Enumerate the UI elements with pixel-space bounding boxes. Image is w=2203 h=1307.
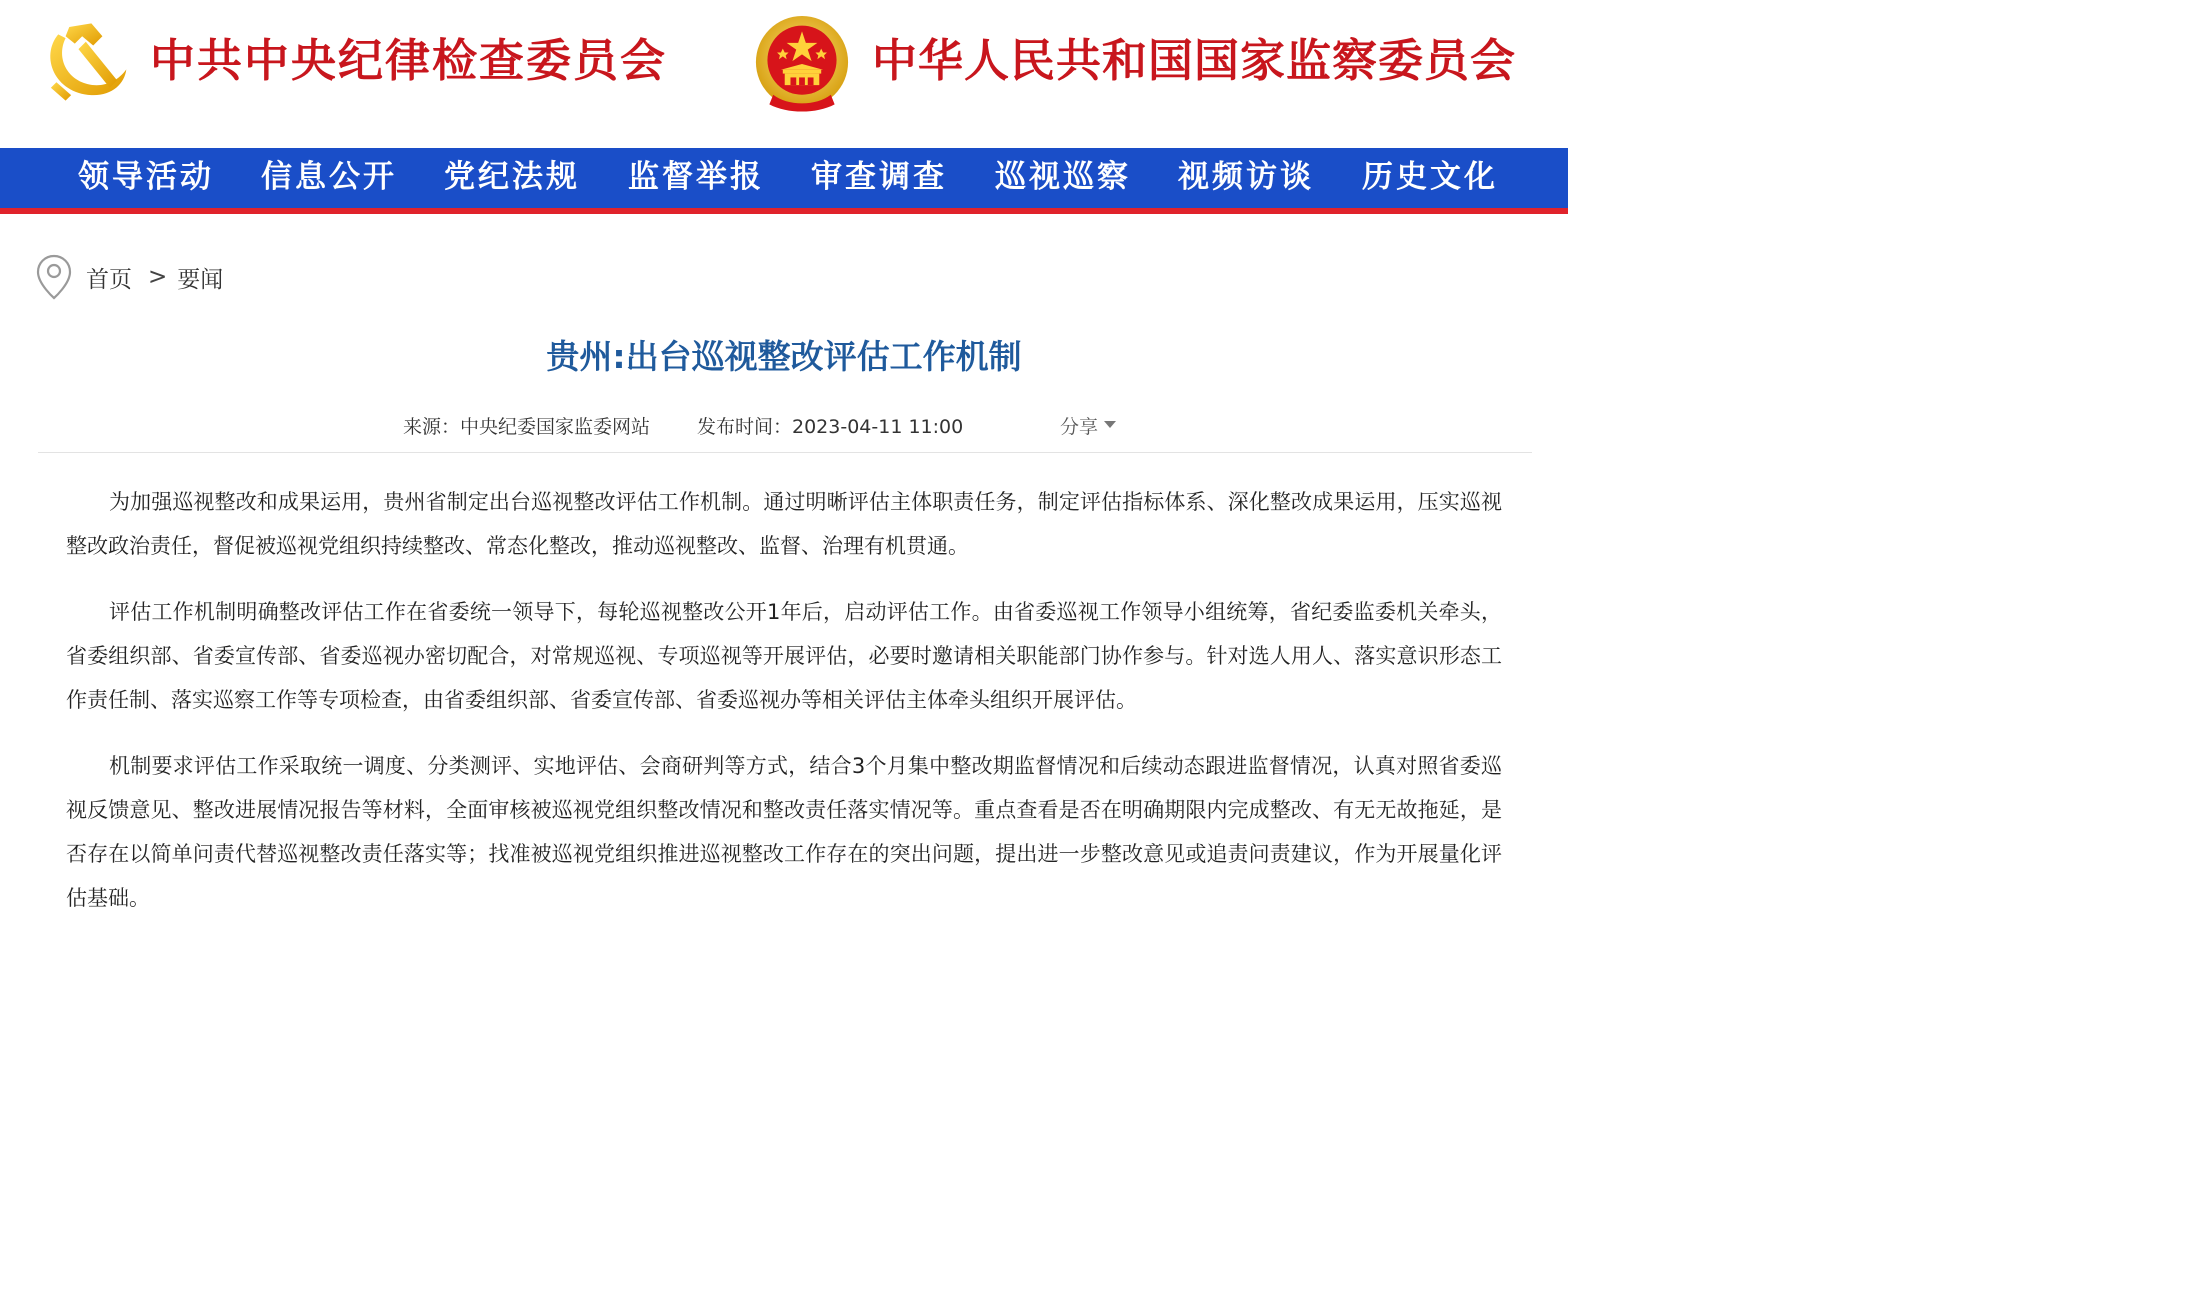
main-nav xyxy=(0,148,1568,214)
article-source: 来源：中央纪委国家监委网站 xyxy=(403,416,651,438)
breadcrumb-current-link[interactable]: 要闻 xyxy=(177,266,224,293)
breadcrumb-home-link[interactable]: 首页 xyxy=(86,266,132,293)
nav-item-investigation[interactable]: 审查调查 xyxy=(811,159,947,195)
nav-item-inspection[interactable]: 巡视巡察 xyxy=(995,159,1131,195)
article-date: 发布时间：2023-04-11 11:00 xyxy=(697,416,964,438)
article-paragraph: 为加强巡视整改和成果运用，贵州省制定出台巡视整改评估工作机制。通过明晰评估主体职责任务，制定评估指标体系、深化整改成果运用，压实巡视整改政治责任，督促被巡视党组织持续整改、常态化整改，推动巡视整改、监督、治理有机贯通。 xyxy=(66,490,1502,558)
nsc-title: 中华人民共和国国家监察委员会 xyxy=(872,34,1517,87)
share-label: 分享 xyxy=(1060,415,1099,438)
breadcrumb xyxy=(36,254,223,300)
nav-item-video[interactable]: 视频访谈 xyxy=(1178,159,1314,195)
party-emblem-icon[interactable] xyxy=(38,16,130,108)
article-body xyxy=(66,480,1502,942)
location-pin-icon xyxy=(36,254,72,300)
national-emblem-icon[interactable] xyxy=(754,14,850,114)
divider xyxy=(38,452,1532,453)
caret-down-icon xyxy=(1104,421,1116,429)
article-title: 贵州:出台巡视整改评估工作机制 xyxy=(546,337,1022,376)
nav-item-report[interactable]: 监督举报 xyxy=(628,159,764,195)
nav-item-leadership[interactable]: 领导活动 xyxy=(78,159,214,195)
article-paragraph: 机制要求评估工作采取统一调度、分类测评、实地评估、会商研判等方式，结合3个月集中整改期监督情况和后续动态跟进监督情况，认真对照省委巡视反馈意见、整改进展情况报告等材料，全面审核被巡视党组织整改情况和整改责任落实情况等。重点查看是否在明确期限内完成整改、有无无故拖延，是否存在以简单问责代替巡视整改责任落实等；找准被巡视党组织推进巡视整改工作存在的突出问题，提出进一步整改意见或追责问责建议，作为开展量化评估基础。 xyxy=(66,754,1502,910)
nav-item-regulations[interactable]: 党纪法规 xyxy=(444,159,580,195)
site-header xyxy=(0,0,1568,148)
article-paragraph: 评估工作机制明确整改评估工作在省委统一领导下，每轮巡视整改公开1年后，启动评估工作。由省委巡视工作领导小组统筹，省纪委监委机关牵头，省委组织部、省委宣传部、省委巡视办密切配合，对常规巡视、专项巡视等开展评估，必要时邀请相关职能部门协作参与。针对选人用人、落实意识形态工作责任制、落实巡察工作等专项检查，由省委组织部、省委宣传部、省委巡视办等相关评估主体牵头组织开展评估。 xyxy=(66,600,1502,712)
nav-item-info[interactable]: 信息公开 xyxy=(261,159,397,195)
breadcrumb-separator: > xyxy=(148,264,168,290)
cc-title: 中共中央纪律检查委员会 xyxy=(150,34,668,87)
share-button[interactable] xyxy=(1060,410,1116,440)
nav-item-history[interactable]: 历史文化 xyxy=(1362,159,1498,195)
